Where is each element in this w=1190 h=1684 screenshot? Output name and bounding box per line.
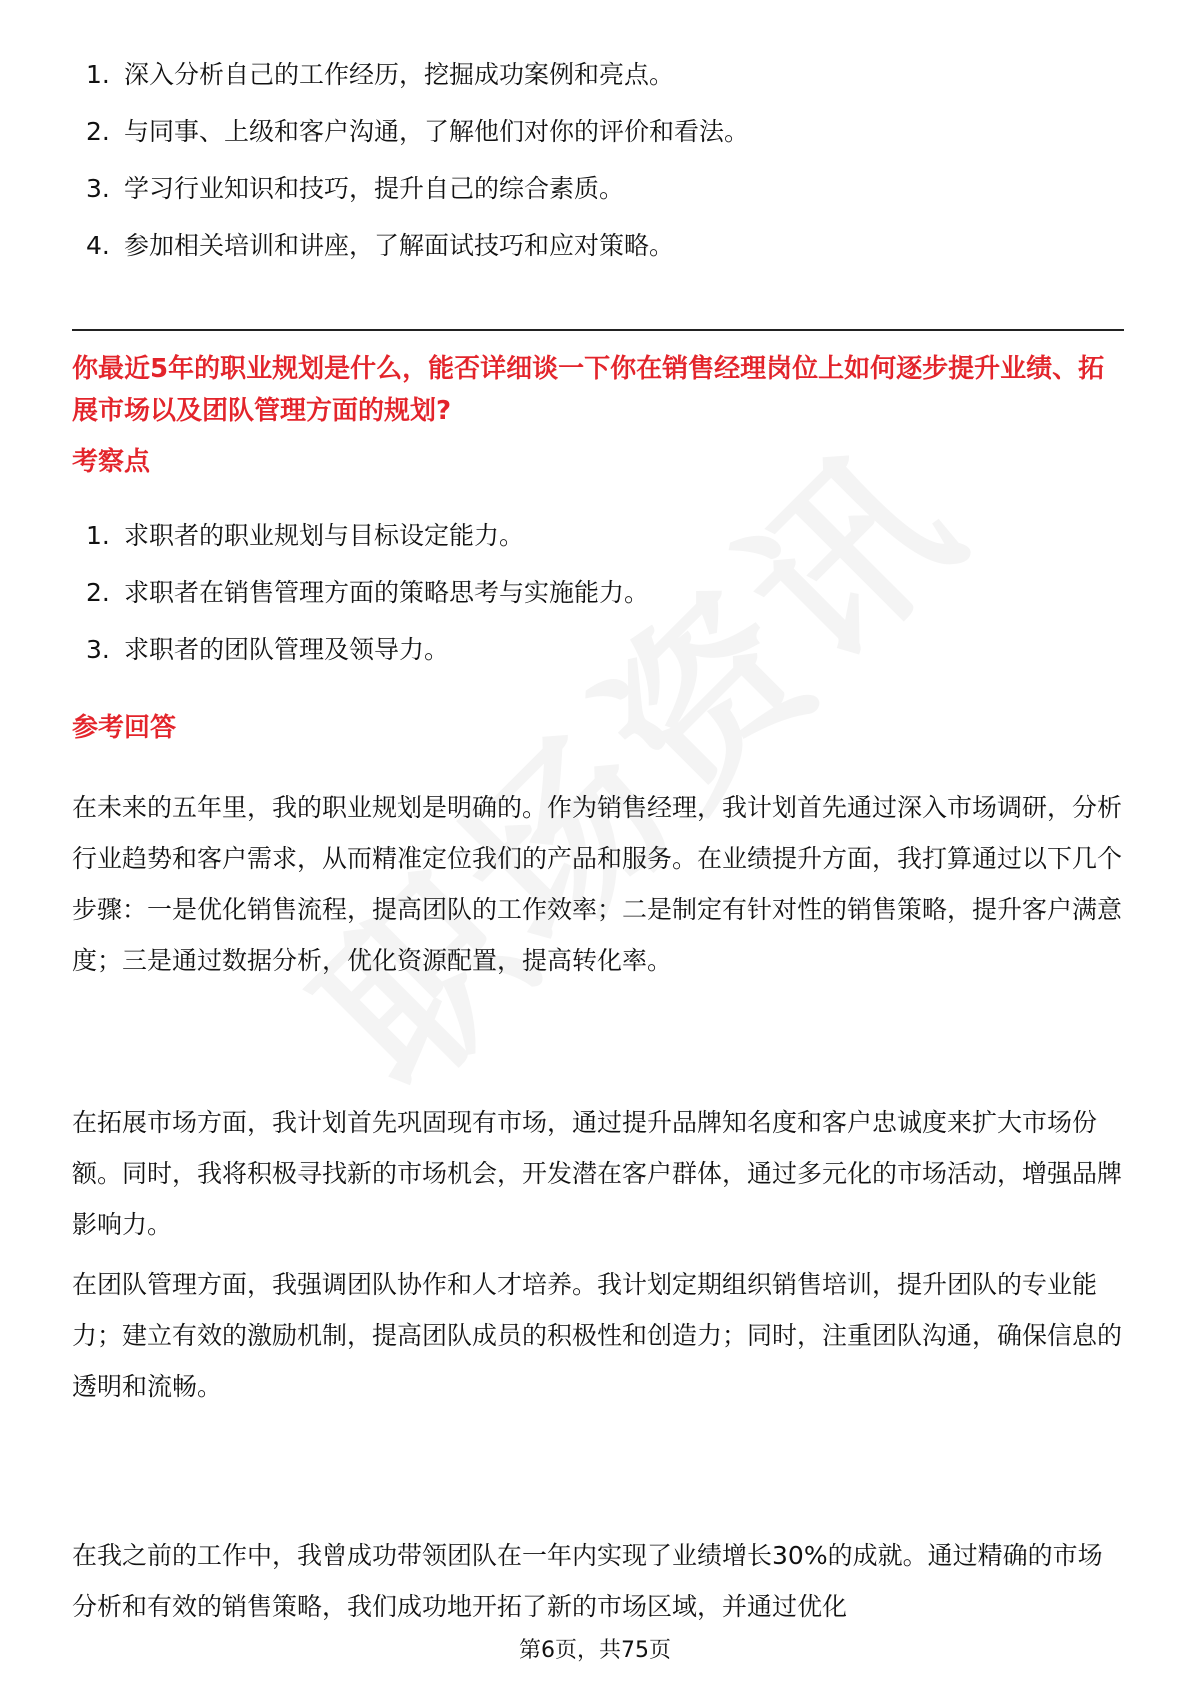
- answer-paragraph: 在未来的五年里，我的职业规划是明确的。作为销售经理，我计划首先通过深入市场调研，分析行业趋势和客户需求，从而精准定位我们的产品和服务。在业绩提升方面，我打算通过以下几个步骤：一是优化销售流程，提高团队的工作效率；二是制定有针对性的销售策略，提升客户满意度；三是通过数据分析，优化资源配置，提高转化率。: [72, 793, 1123, 975]
- list-item: 4. 参加相关培训和讲座，了解面试技巧和应对策略。: [86, 231, 675, 260]
- section-title-answer: 参考回答: [72, 713, 177, 743]
- answer-paragraph: 在团队管理方面，我强调团队协作和人才培养。我计划定期组织销售培训，提升团队的专业能力；建立有效的激励机制，提高团队成员的积极性和创造力；同时，注重团队沟通，确保信息的透明和流畅。: [72, 1270, 1123, 1401]
- section-divider: [72, 329, 1124, 331]
- examine-list: [72, 518, 649, 689]
- tips-list: [72, 57, 749, 285]
- answer-paragraph: 在我之前的工作中，我曾成功带领团队在一年内实现了业绩增长30%的成就。通过精确的市场分析和有效的销售策略，我们成功地开拓了新的市场区域，并通过优化: [72, 1541, 1103, 1621]
- list-item: 2. 求职者在销售管理方面的策略思考与实施能力。: [86, 578, 650, 607]
- list-item: 3. 求职者的团队管理及领导力。: [86, 635, 450, 664]
- watermark: [194, 321, 1066, 1193]
- page-number: 第6页，共75页: [519, 1638, 671, 1663]
- list-item: 3. 学习行业知识和技巧，提升自己的综合素质。: [86, 174, 625, 203]
- list-item: 2. 与同事、上级和客户沟通，了解他们对你的评价和看法。: [86, 117, 750, 146]
- interview-question: 你最近5年的职业规划是什么，能否详细谈一下你在销售经理岗位上如何逐步提升业绩、拓展市场以及团队管理方面的规划?: [72, 354, 1105, 426]
- answer-paragraph: 在拓展市场方面，我计划首先巩固现有市场，通过提升品牌知名度和客户忠诚度来扩大市场份额。同时，我将积极寻找新的市场机会，开发潜在客户群体，通过多元化的市场活动，增强品牌影响力。: [72, 1108, 1123, 1239]
- list-item: 1. 求职者的职业规划与目标设定能力。: [86, 521, 525, 550]
- section-title-examine: 考察点: [72, 447, 151, 477]
- list-item: 1. 深入分析自己的工作经历，挖掘成功案例和亮点。: [86, 60, 675, 89]
